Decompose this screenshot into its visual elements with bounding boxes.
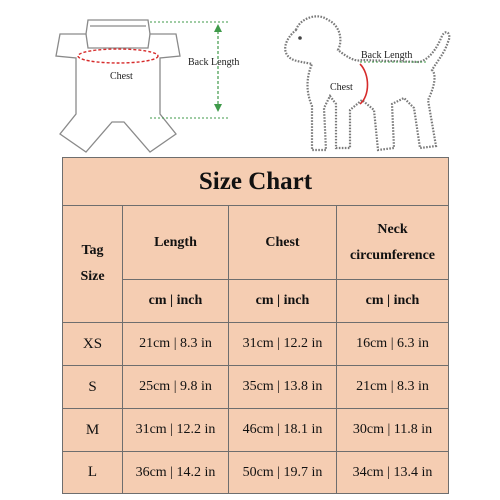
dog-chest-measure-line	[360, 64, 368, 104]
right-chest-label: Chest	[330, 82, 353, 93]
neck-cell: 30cm | 11.8 in	[352, 422, 433, 437]
size-cell: XS	[82, 335, 103, 352]
garment-sketch	[56, 20, 180, 152]
size-cell: S	[88, 378, 97, 395]
chest-header: Chest	[265, 234, 300, 250]
length-cell: 21cm | 8.3 in	[139, 336, 212, 351]
size-cell: M	[85, 421, 100, 438]
left-chest-label: Chest	[110, 71, 133, 82]
neck-cell: 21cm | 8.3 in	[356, 379, 429, 394]
measurement-diagrams	[0, 0, 500, 160]
tag-header-line2: Size	[80, 269, 105, 284]
chest-cell: 46cm | 18.1 in	[242, 422, 323, 437]
arrow-head-up	[214, 24, 222, 32]
chest-unit: cm | inch	[255, 293, 310, 308]
neck-unit: cm | inch	[365, 293, 420, 308]
length-cell: 36cm | 14.2 in	[135, 464, 216, 480]
neck-cell: 34cm | 13.4 in	[352, 464, 433, 480]
chest-cell: 50cm | 19.7 in	[242, 464, 323, 480]
dog-eye-icon	[298, 36, 302, 40]
tag-size-header	[63, 206, 122, 322]
arrow-head-down	[214, 104, 222, 112]
neck-header-line1: Neck	[377, 221, 408, 237]
neck-header-line2: circumference	[350, 247, 435, 263]
measurement-illustration	[0, 0, 500, 160]
length-cell: 25cm | 9.8 in	[139, 379, 212, 394]
size-chart-title: Size Chart	[63, 158, 448, 206]
neck-header	[337, 206, 448, 279]
length-unit: cm | inch	[148, 293, 203, 308]
size-chart	[62, 157, 449, 494]
chest-cell: 35cm | 13.8 in	[242, 379, 323, 394]
right-back-length-label: Back Length	[361, 50, 413, 61]
tag-header-line1: Tag	[81, 243, 104, 258]
length-cell: 31cm | 12.2 in	[135, 422, 216, 437]
size-cell: L	[87, 464, 98, 480]
chest-cell: 31cm | 12.2 in	[242, 336, 323, 351]
left-back-length-label: Back Length	[188, 57, 240, 68]
length-header: Length	[154, 234, 197, 250]
neck-cell: 16cm | 6.3 in	[356, 336, 429, 351]
